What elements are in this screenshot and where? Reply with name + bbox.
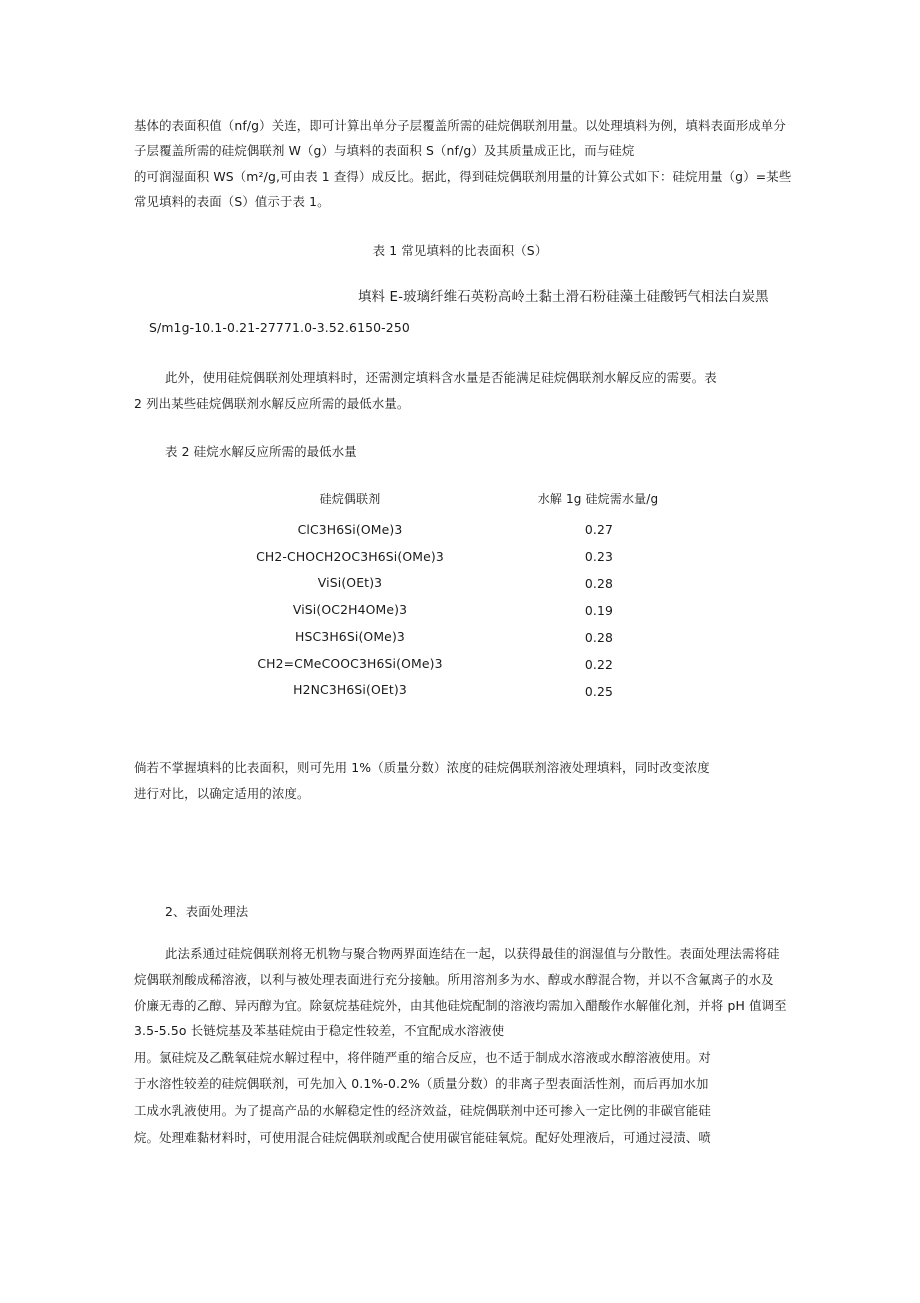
water-amount-cell: 0.23 [584, 549, 614, 564]
text-line: 基体的表面积值（nf/g）关连，即可计算出单分子层覆盖所需的硅烷偶联剂用量。以处理填料为例，填料表面形成单分 [134, 118, 786, 133]
text-line: 倘若不掌握填料的比表面积，则可先用 1%（质量分数）浓度的硅烷偶联剂溶液处理填料，同时改变浓度 [134, 760, 710, 775]
silane-agent-cell: H2NC3H6Si(OEt)3 [293, 682, 407, 697]
water-amount-cell: 0.22 [584, 657, 614, 672]
text-line: 此外，使用硅烷偶联剂处理填料时，还需测定填料含水量是否能满足硅烷偶联剂水解反应的需要。表 [165, 370, 717, 385]
table-1-caption: 表 1 常见填料的比表面积（S） [372, 243, 548, 258]
text-line: 用。氯硅烷及乙酰氧硅烷水解过程中，将伴随严重的缩合反应，也不适于制成水溶液或水醇溶液使用。对 [134, 1050, 711, 1065]
silane-agent-cell: CH2=CMeCOOC3H6Si(OMe)3 [257, 656, 443, 671]
silane-agent-cell: ClC3H6Si(OMe)3 [297, 522, 403, 537]
table-2-header-agent: 硅烷偶联剂 [319, 492, 381, 506]
text-line: 常见填料的表面（S）值示于表 1。 [134, 194, 330, 209]
table-1-header-row: 填料 E-玻璃纤维石英粉高岭土黏土滑石粉硅藻土硅酸钙气相法白炭黑 [358, 290, 769, 305]
water-amount-cell: 0.19 [584, 603, 614, 618]
silane-agent-cell: HSC3H6Si(OMe)3 [295, 629, 405, 644]
silane-agent-cell: CH2-CHOCH2OC3H6Si(OMe)3 [256, 549, 444, 564]
text-line: 此法系通过硅烷偶联剂将无机物与聚合物两界面连结在一起，以获得最佳的润湿值与分散性。表面处理法需将硅 [165, 946, 780, 961]
text-line: 价廉无毒的乙醇、异丙醇为宜。除氨烷基硅烷外，由其他硅烷配制的溶液均需加入醋酸作水解催化剂，并将 pH 值调至 [134, 998, 787, 1013]
text-line: 烷。处理难黏材料时，可使用混合硅烷偶联剂或配合使用碳官能硅氧烷。配好处理液后，可通过浸渍、喷 [134, 1130, 711, 1145]
text-line: 的可润湿面积 WS（m²/g,可由表 1 查得）成反比。据此，得到硅烷偶联剂用量的计算公式如下：硅烷用量（g）=某些 [134, 169, 792, 184]
text-line: 2 列出某些硅烷偶联剂水解反应所需的最低水量。 [134, 396, 410, 411]
text-line: 烷偶联剂酸成稀溶液，以利与被处理表面进行充分接触。所用溶剂多为水、醇或水醇混合物，并以不含氟离子的水及 [134, 972, 774, 987]
text-line: 于水溶性较差的硅烷偶联剂，可先加入 0.1%-0.2%（质量分数）的非离子型表面活性剂，而后再加水加 [134, 1076, 709, 1091]
water-amount-cell: 0.27 [584, 522, 614, 537]
text-line: 进行对比，以确定适用的浓度。 [134, 786, 310, 801]
water-amount-cell: 0.25 [584, 684, 614, 699]
text-line: 工成水乳液使用。为了提高产品的水解稳定性的经济效益，硅烷偶联剂中还可掺入一定比例的非碳官能硅 [134, 1103, 711, 1118]
table-1-values-row: S/m1g-10.1-0.21-27771.0-3.52.6150-250 [149, 320, 410, 335]
table-2-caption: 表 2 硅烷水解反应所需的最低水量 [165, 444, 357, 459]
text-line: 子层覆盖所需的硅烷偶联剂 W（g）与填料的表面积 S（nf/g）及其质量成正比，而与硅烷 [134, 143, 635, 158]
section-heading: 2、表面处理法 [165, 904, 249, 919]
water-amount-cell: 0.28 [584, 576, 614, 591]
text-line: 3.5-5.5o 长链烷基及苯基硅烷由于稳定性较差，不宜配成水溶液使 [134, 1023, 505, 1038]
water-amount-cell: 0.28 [584, 630, 614, 645]
silane-agent-cell: ViSi(OC2H4OMe)3 [292, 602, 408, 617]
table-2-header-water: 水解 1g 硅烷需水量/g [537, 492, 659, 506]
silane-agent-cell: ViSi(OEt)3 [317, 575, 383, 590]
